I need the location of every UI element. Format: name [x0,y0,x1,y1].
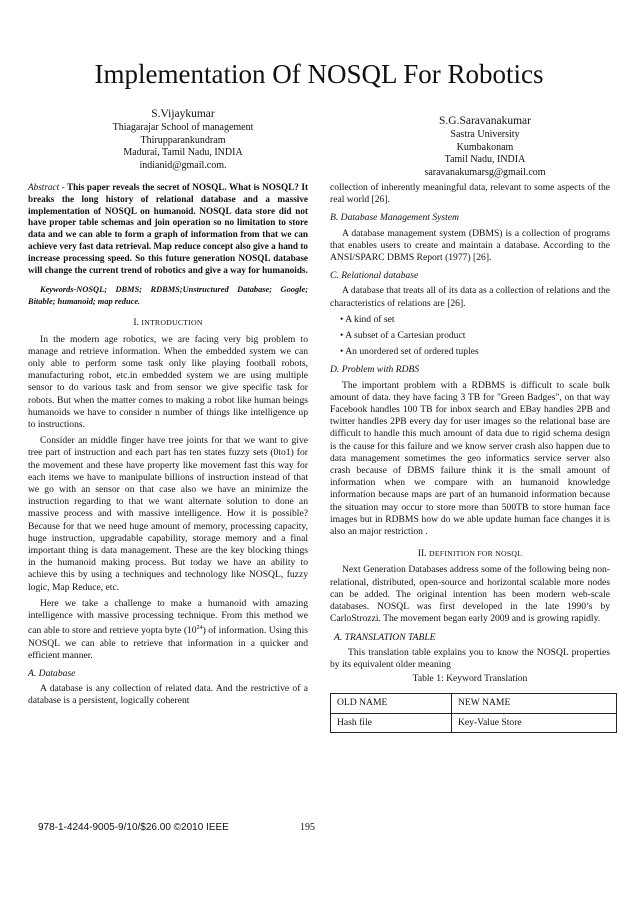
section-title: INTRODUCTION [141,318,203,328]
table-cell: Hash file [331,713,452,732]
dbms-paragraph: A database management system (DBMS) is a collection of programs that enables users to create and maintain a database. According to the ANSI/SPARC DBMS Report (1977) [26]. [330,227,610,264]
table-caption: Table 1: Keyword Translation [412,673,528,685]
relational-paragraph: A database that treats all of its data as a collection of relations and the characteristics of relations are [26]. [330,285,610,309]
author-1 [78,107,288,172]
section-heading-definition [330,548,610,560]
left-column [28,182,308,708]
author-1-city: Thirupparankundram [140,134,226,146]
footer-copyright: 978-1-4244-9005-9/10/$26.00 ©2010 IEEE [38,822,229,833]
paper-title: Implementation Of NOSQL For Robotics [94,59,544,89]
subsection-heading-translation: A. TRANSLATION TABLE [334,631,436,643]
keywords-text: NOSQL; DBMS; RDBMS;Unstructured Database; Google; Bitable; humanoid; map reduce. [28,285,308,306]
section-title: DEFINITION FOR NOSQL [428,549,523,559]
abstract [28,182,308,276]
subsection-heading-problem: D. Problem with RDBS [330,364,420,376]
table-header-cell: OLD NAME [331,694,452,713]
problem-paragraph: The important problem with a RDBMS is difficult to scale bulk amount of data. they have facing 3 TB for "Green Badges", on that way Facebook handles 100 TB for inbox search and EBay handles 2PB and twitter handles 2PB every day for user images so the relational base are difficult to handle this much amount of data due to rigid schema design is the cause for this failure and we know server crash also happen due to data management sometimes the geo informatics service server also crash because of DBMS failure think it is the small amount of information when we compare with an humanoid knowledge information because maps are part of an humanoid information because the situation may occur to store more than 500TB to store human face images but in RDBMS how do we able update human face changes it is also an major restriction . [330,379,610,538]
subsection-heading-relational: C. Relational database [330,270,419,282]
author-1-name: S.Vijaykumar [151,108,215,120]
bullet-item: • A subset of a Cartesian product [340,330,466,342]
bullet-item: • An unordered set of ordered tuples [340,346,479,358]
database-paragraph-continued: collection of inherently meaningful data, relevant to some aspects of the real world [26]. [330,182,610,206]
bullet-item: • A kind of set [340,313,395,325]
exponent: 24 [196,625,203,632]
section-heading-introduction [28,317,308,329]
translation-paragraph: This translation table explains you to know the NOSQL properties by its equivalent older meaning [330,646,610,670]
intro-paragraph-3 [28,598,308,662]
section-number: II. [417,548,427,560]
subsection-heading-dbms: B. Database Management System [330,212,459,224]
definition-paragraph: Next Generation Databases address some of the following being non-relational, distributed, open-source and horizontal scalable more nodes can be added. The original intention has been modern web-scale databases. NOSQL was first developed in the late 1990’s by CarloStrozzi. The movement began early 2009 and is growing rapidly. [330,564,610,625]
intro-paragraph-2: Consider an middle finger have tree joints for that we want to give tree part of instruction and each part has ten states fuzzy sets (0to1) for the movement and these have property like movement fast this way for each items we have to manipulate billions of instruction instead of that we go with an sensor on that case also we have an minimize the instruction regarding to that we want alternate solution to done an massive process and with massive intelligence. How it is possible? Because for that we need huge amount of memory, processing capacity, huge instruction, upgradable capability, storage memory and a final important thing is data management. These are the key blocking things in the humanoid making process. But today we have an ability to achieve this by using a techniques and technology like NOSQL, fuzzy logic, Map Reduce, etc. [28,435,308,593]
abstract-label: Abstract - [28,182,65,192]
keywords [28,284,308,307]
right-column [330,182,610,733]
table-cell: Key-Value Store [452,713,617,732]
author-2-affiliation: Sastra University [450,129,520,140]
author-2-region: Tamil Nadu, INDIA [444,154,526,165]
table-row [331,713,617,732]
database-paragraph: A database is any collection of related data. And the restrictive of a database is a persistent, logically coherent [28,683,308,707]
page-number: 195 [300,822,315,833]
intro-paragraph-3-end: ) of information. Using this NOSQL we can able to retrieve that information in a quicker and efficient manner. [28,625,308,661]
author-2-name: S.G.Saravanakumar [439,115,531,127]
abstract-text: This paper reveals the secret of NOSQL. What is NOSQL? It breaks the long history of relational database and a massive implementation of NOSQL on humanoid. NOSQL data store did not have proper table schemas and join operation so no limitation to store data and we can able to form a graph of information from that we can achieve very fast data retrieval. Map reduce concept also give a hand to increase processing speed. So this future generation NOSQL database will change the current trend of robotics and give a way for humanoids. [28,182,309,275]
author-2-email: saravanakumarsg@gmail.com [424,166,546,178]
author-2-city: Kumbakonam [456,141,514,153]
keywords-label: Keywords- [40,285,77,295]
table-header-row [331,694,617,713]
keyword-translation-table [330,693,617,732]
author-1-email: indianid@gmail.com. [139,159,227,171]
author-2 [385,114,585,179]
intro-paragraph-3-start: Here we take a challenge to make a humanoid with amazing intelligence with massive processing technique. From this method we can able to store and retrieve yopta byte (10 [28,597,308,637]
subsection-heading-database: A. Database [28,668,76,680]
table-header-cell: NEW NAME [452,694,617,713]
author-1-affiliation: Thiagarajar School of management [112,122,254,133]
section-number: I. [133,317,139,329]
intro-paragraph-1: In the modern age robotics, we are facing very big problem to manage and retrieve information. When the embedded system we can only able to perform some task only like playing football robots, manufacturing robot, etc.in embedded system we are using multiple sensor to do various task and from sensor we give specific task for robots. But when the matter comes to making a robot like human beings humanoids we have to consider n number of things like intelligence up to instructions. [28,333,308,430]
author-1-region: Madurai, Tamil Nadu, INDIA [123,147,243,158]
